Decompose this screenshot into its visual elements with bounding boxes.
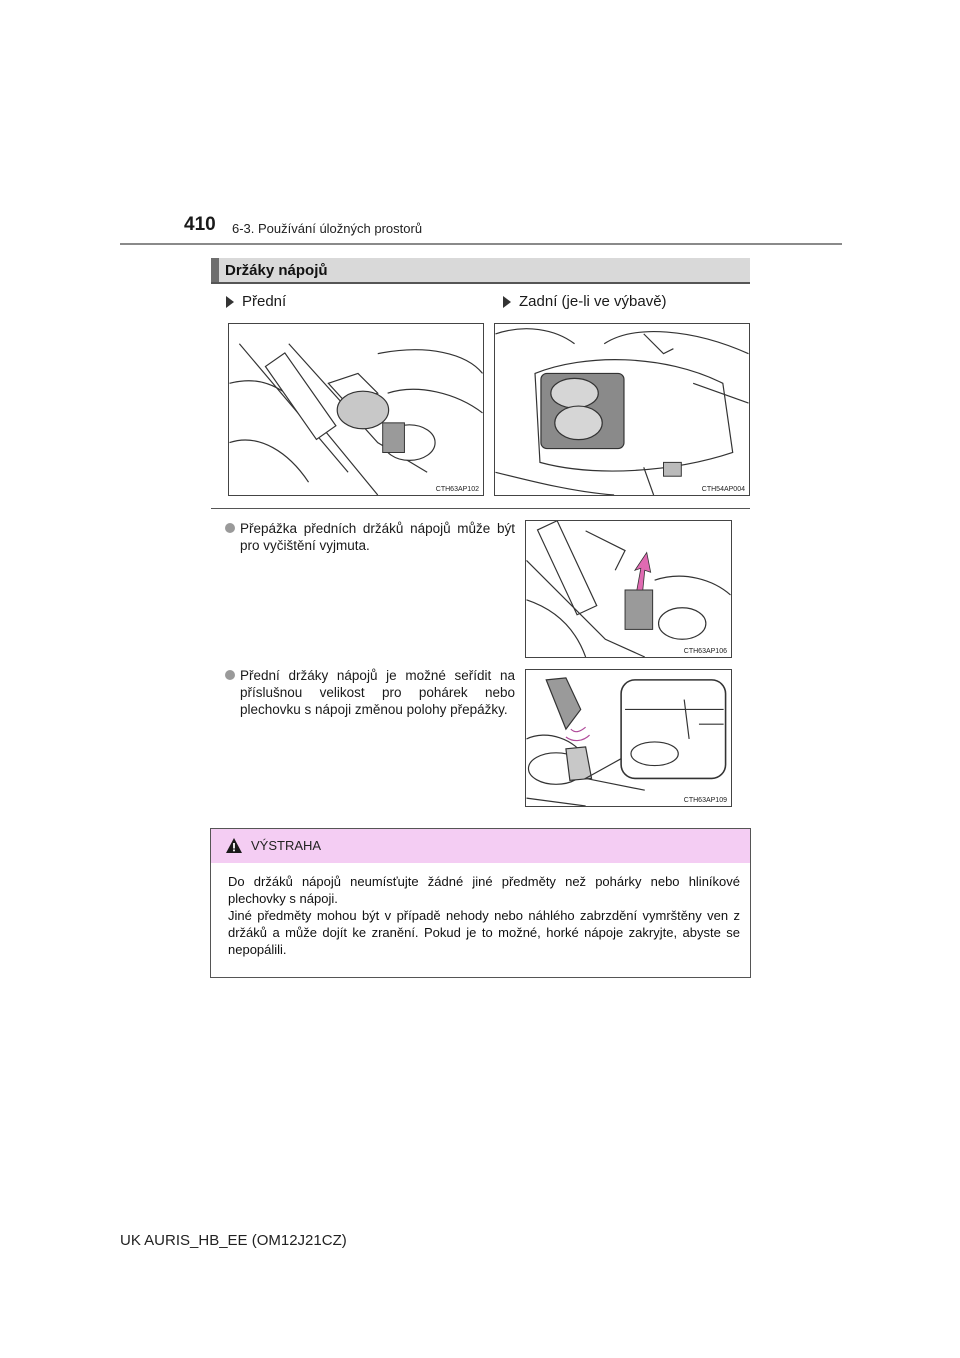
bullet-text: Přední držáky nápojů je možné seřídit na příslušnou velikost pro pohárek nebo plechovku s nápoji změnou polohy přepážky.	[240, 668, 515, 717]
section-title: Držáky nápojů	[225, 262, 328, 279]
warning-box	[210, 828, 751, 978]
rear-cupholders-illustration	[495, 324, 749, 495]
bullet-dot-icon	[225, 523, 235, 533]
figure-code: CTH54AP004	[701, 486, 745, 493]
figure-code: CTH63AP102	[435, 486, 479, 493]
subhead-front-label: Přední	[242, 293, 287, 310]
triangle-marker-icon	[503, 296, 511, 308]
warning-title: VÝSTRAHA	[251, 838, 322, 853]
bullet-adjust-size	[225, 667, 515, 718]
header-divider	[120, 243, 842, 245]
warning-body	[228, 873, 740, 958]
warning-text-1: Do držáků nápojů neumísťujte žádné jiné předměty než pohárky nebo hliníkové plechovky s nápoji.	[228, 874, 740, 906]
figure-code: CTH63AP109	[683, 797, 727, 804]
figure-divider-removal	[525, 520, 732, 658]
front-cupholders-illustration	[229, 324, 483, 495]
warning-triangle-icon	[225, 837, 243, 854]
subhead-rear	[503, 293, 667, 310]
section-header	[211, 258, 750, 284]
warning-header	[211, 829, 750, 863]
divider-removal-illustration	[526, 521, 731, 657]
content-divider	[211, 508, 750, 509]
figure-adjust-divider	[525, 669, 732, 807]
figure-code: CTH63AP106	[683, 648, 727, 655]
page-number: 410	[184, 214, 216, 235]
figure-rear-cupholders	[494, 323, 750, 496]
section-accent	[211, 258, 219, 282]
footer-model-code: UK AURIS_HB_EE (OM12J21CZ)	[120, 1232, 347, 1249]
bullet-divider-removal	[225, 520, 515, 554]
warning-text-2: Jiné předměty mohou být v případě nehody nebo náhlého zabrzdění vymrštěny ven z držáků a může dojít ke zranění. Pokud je to možné, horké nápoje zakryjte, abyste se nepopálili.	[228, 908, 740, 957]
adjust-divider-illustration	[526, 670, 731, 806]
triangle-marker-icon	[226, 296, 234, 308]
bullet-text: Přepážka předních držáků nápojů může být pro vyčištění vyjmuta.	[240, 521, 515, 553]
bullet-dot-icon	[225, 670, 235, 680]
figure-front-cupholders	[228, 323, 484, 496]
subhead-front	[226, 293, 286, 310]
chapter-title: 6-3. Používání úložných prostorů	[232, 221, 423, 236]
subhead-rear-label: Zadní (je-li ve výbavě)	[519, 293, 667, 310]
